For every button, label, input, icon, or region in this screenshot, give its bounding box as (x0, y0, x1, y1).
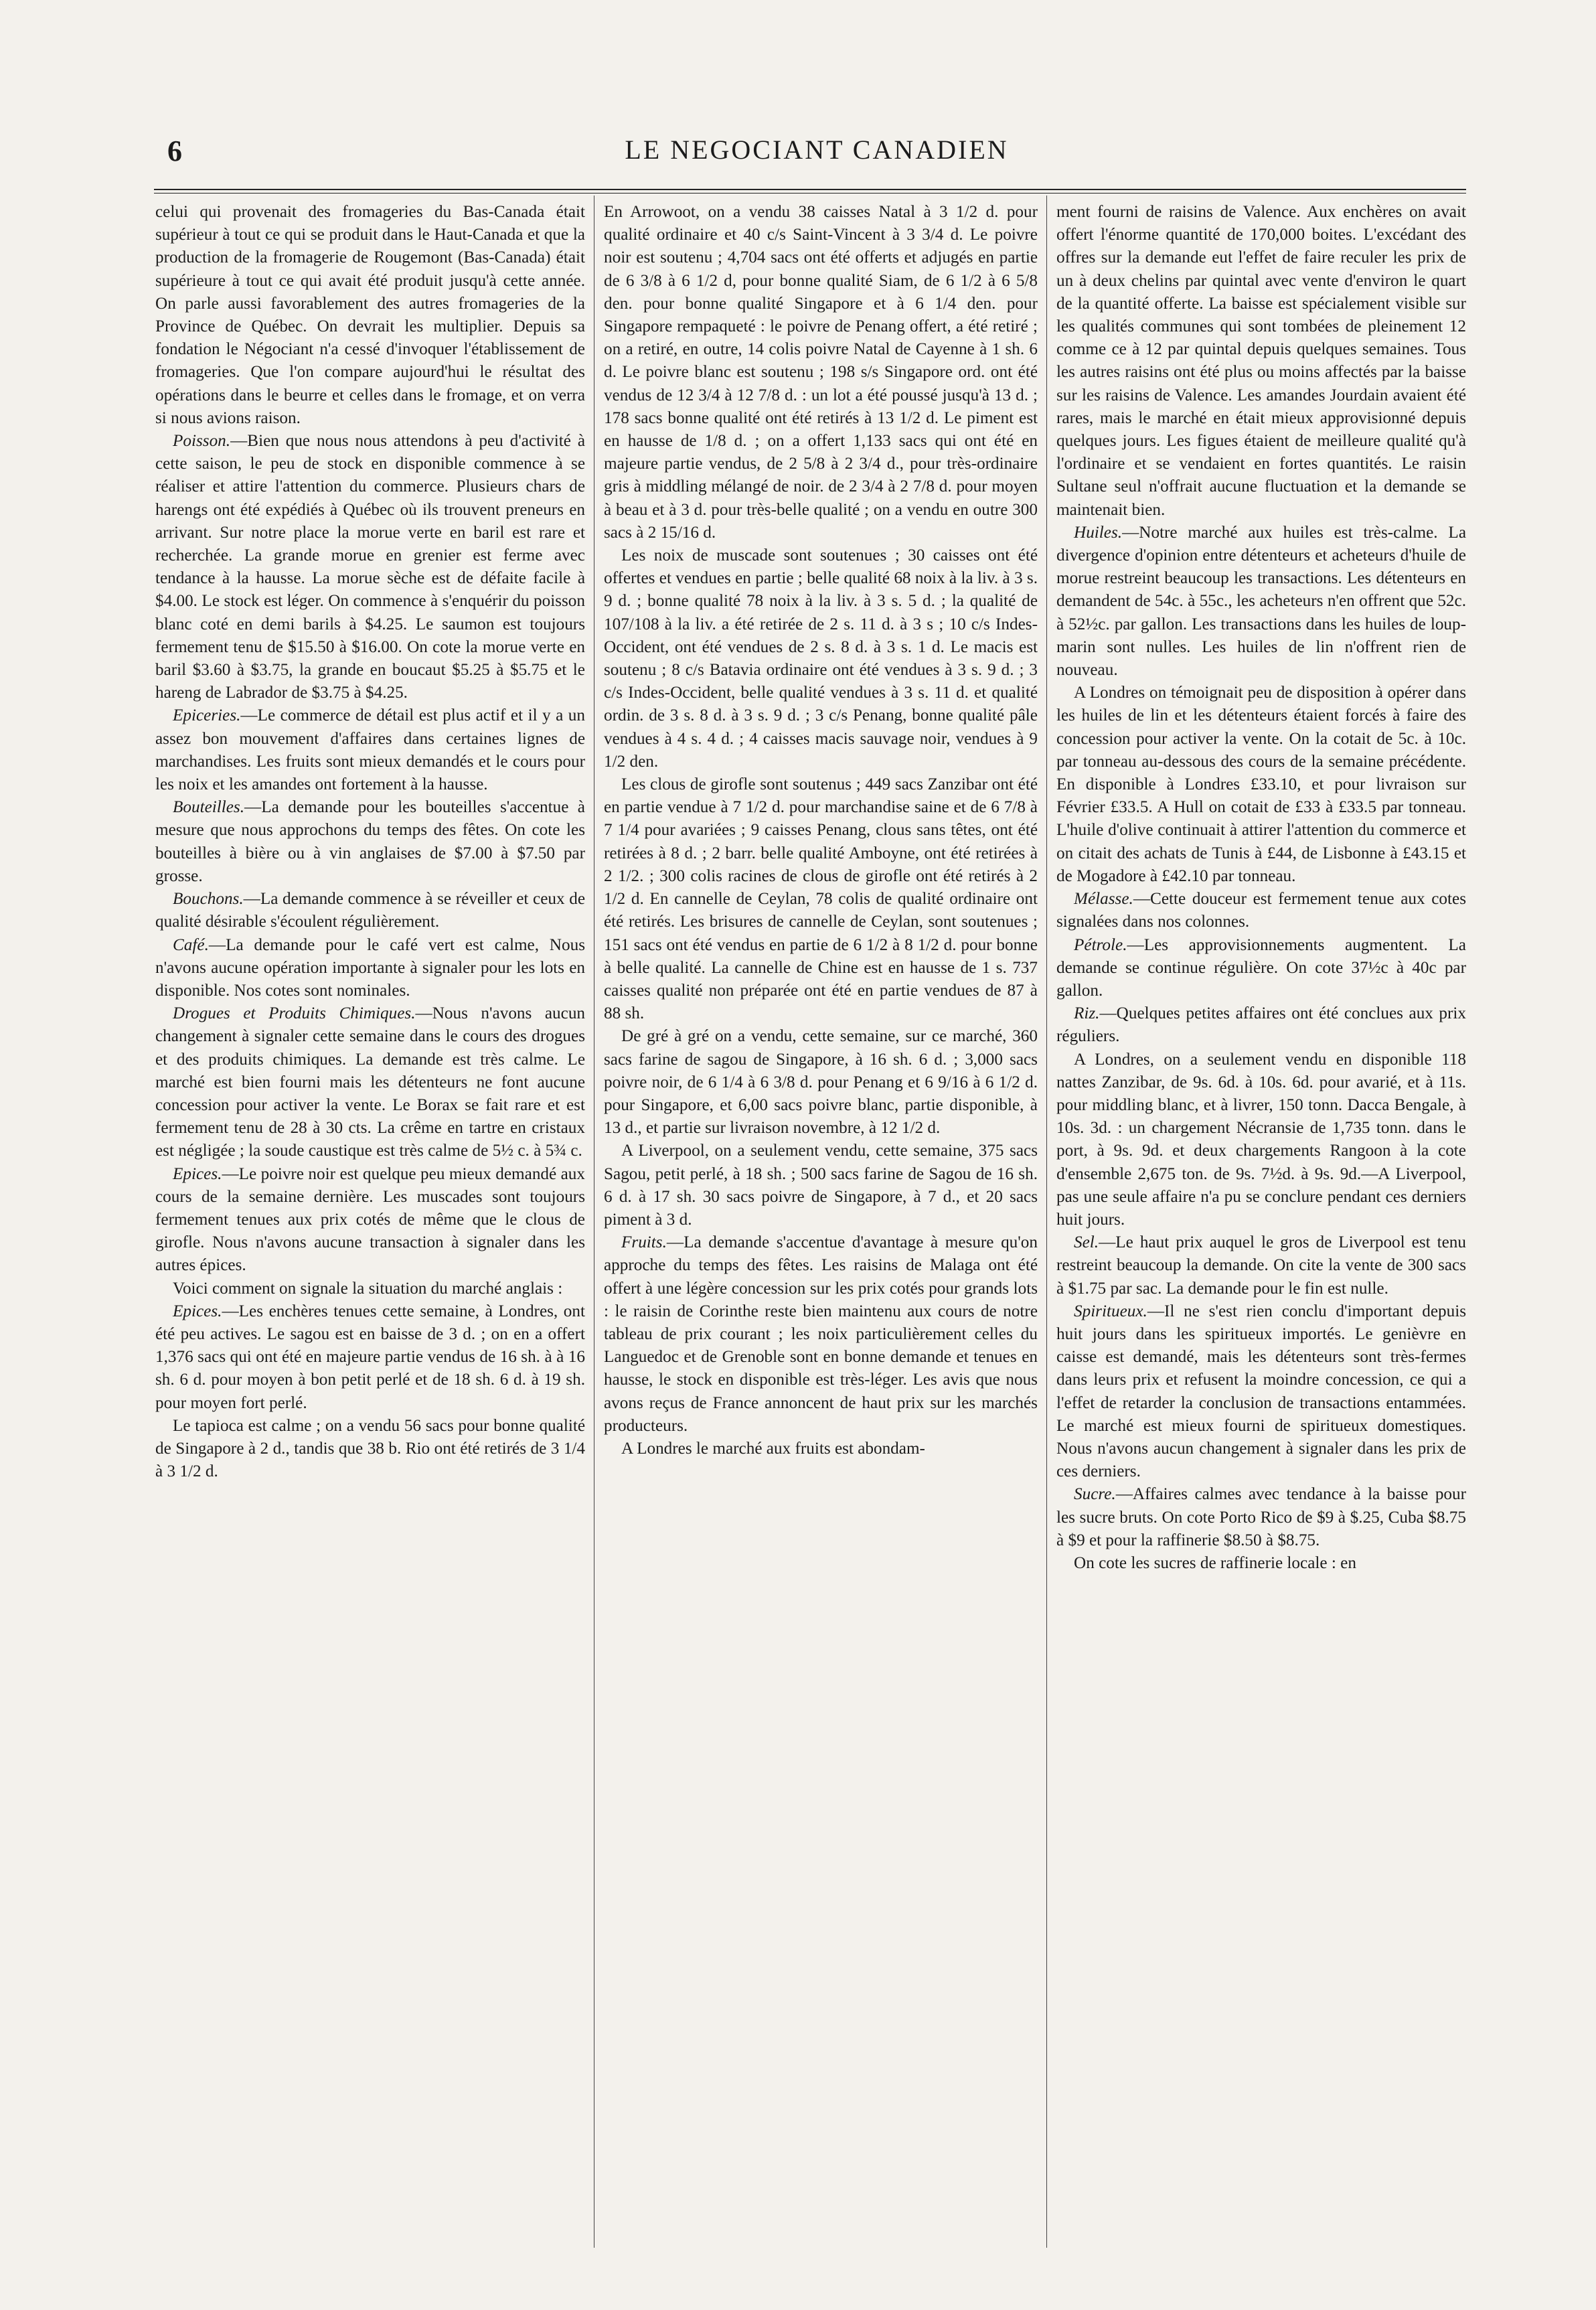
paragraph-text: —Le poivre noir est quelque peu mieux demandé aux cours de la semaine dernière. Les muscades sont toujours fermement tenues aux prix cotés de même que le clous de girofle. Nous n'avons aucune transaction à signaler dans les autres épices. (155, 1164, 585, 1275)
section-heading: Sucre. (1074, 1485, 1116, 1504)
section-heading: Epices. (173, 1302, 222, 1320)
article-paragraph (1056, 1483, 1466, 1552)
article-paragraph (1056, 1002, 1466, 1048)
section-heading: Fruits. (621, 1233, 667, 1252)
article-paragraph (155, 1278, 585, 1300)
page-number: 6 (167, 135, 182, 167)
text-column-3 (1056, 201, 1466, 2250)
paragraph-text: En Arrowoot, on a vendu 38 caisses Natal à 3 1/2 d. pour qualité ordinaire et 40 c/s Saint-Vincent à 3 3/4 d. Le poivre noir est soutenu ; 4,704 sacs ont été offerts et adjugés en partie de 6 3/8 à 6 1/2 d, pour bonne qualité Siam, de 6 1/2 à 6 5/8 den. pour bonne qualité Singapore et à 6 1/4 den. pour Singapore rempaqueté : le poivre de Penang offert, a été retiré ; on a retiré, en outre, 14 colis poivre Natal de Cayenne à 1 sh. 6 d. Le poivre blanc est soutenu ; 198 s/s Singapore ord. ont été vendus de 12 3/4 à 12 7/8 d. : un lot a été poussé jusqu'à 13 d. ; 178 sacs bonne qualité ont été retirés à 13 1/2 d. Le piment est en hausse de 1/8 d. ; on a offert 1,133 sacs qui ont été en majeure partie vendus, de 2 5/8 à 2 3/4 d., pour très-ordinaire gris à middling mélangé de noir. de 2 3/4 à 2 7/8 d. pour moyen à beau et à 3 d. pour très-belle qualité ; on a vendu en outre 300 sacs à 2 15/16 d. (604, 203, 1038, 542)
article-paragraph (1056, 201, 1466, 522)
paragraph-text: Voici comment on signale la situation du marché anglais : (173, 1279, 563, 1298)
paragraph-text: celui qui provenait des fromageries du Bas-Canada était supérieur à tout ce qui se produit dans le Haut-Canada et que la production de la fromagerie de Rougemont (Bas-Canada) était supérieure à tout ce qui avait été produit jusqu'à cette année. On parle aussi favorablement des autres fromageries de la Province de Québec. On devrait les multiplier. Depuis sa fondation le Négociant n'a cessé d'invoquer l'établissement de fromageries. Que l'on compare aujourd'hui le résultat des opérations dans le beurre et celles dans le fromage, et on verra si nous avions raison. (155, 203, 585, 427)
article-paragraph (155, 201, 585, 430)
article-paragraph (155, 1163, 585, 1278)
section-heading: Café. (173, 935, 209, 954)
article-paragraph (155, 888, 585, 933)
page-header (167, 134, 1466, 174)
article-paragraph (1056, 1231, 1466, 1300)
text-column-1 (155, 201, 585, 2250)
article-paragraph (604, 201, 1038, 544)
article-paragraph (604, 1140, 1038, 1231)
paragraph-text: —Bien que nous nous attendons à peu d'activité à cette saison, le peu de stock en disponible commence à se réaliser et attire l'attention du commerce. Plusieurs chars de harengs ont été expédiés à Québec où ils trouvent preneurs en arrivant. Sur notre place la morue verte en baril est rare et recherchée. La grande morue en grenier est ferme avec tendance à la hausse. La morue sèche est de défaite facile à $4.00. Le stock est léger. On commence à s'enquérir du poisson blanc coté en demi barils à $4.25. Le saumon est toujours fermement tenu de $15.50 à $16.00. On cote la morue verte en baril $3.60 à $3.75, la grande en boucaut $5.25 à $5.75 et le hareng de Labrador de $3.75 à $4.25. (155, 432, 585, 702)
article-paragraph (155, 704, 585, 796)
article-paragraph (604, 1231, 1038, 1438)
article-paragraph (155, 1002, 585, 1162)
paragraph-text: —Notre marché aux huiles est très-calme. La divergence d'opinion entre détenteurs et acheteurs d'huile de morue restreint beaucoup les transactions. Les détenteurs en demandent de 54c. à 55c., les acheteurs n'en offrent que 52c. à 52½c. par gallon. Les transactions dans les huiles de loup-marin sont nulles. Les huiles de lin n'offrent rien de nouveau. (1056, 523, 1466, 680)
article-paragraph (1056, 682, 1466, 888)
paragraph-text: Les noix de muscade sont soutenues ; 30 caisses ont été offertes et vendues en partie ; belle qualité 68 noix à la liv. à 3 s. 9 d. ; bonne qualité 78 noix à la liv. à 3 s. 5 d. ; la qualité de 107/108 à la liv. a été retirée de 2 s. 11 d. à 3 s ; 10 c/s Indes-Occident, ont été vendues de 2 s. 8 d. à 3 s. 1 d. Le macis est soutenu ; 8 c/s Batavia ordinaire ont été vendues à 3 s. 9 d. ; 3 c/s Indes-Occident, belle qualité vendues à 3 s. 11 d. et qualité ordin. de 3 s. 8 d. à 3 s. 9 d. ; 3 c/s Penang, bonne qualité pâle vendues à 4 s. 4 d. ; 4 caisses macis sauvage noir, vendues à 9 1/2 den. (604, 546, 1038, 771)
paragraph-text: —La demande s'accentue d'avantage à mesure qu'on approche du temps des fêtes. Les raisins de Malaga ont été offert à une légère concession sur les prix cotés pour grands lots : le raisin de Corinthe reste bien maintenu aux cours de notre tableau de prix courant ; les noix particulièrement celles du Languedoc et de Grenoble sont en bonne demande et tenues en hausse, le stock en disponible est très-léger. Les avis que nous avons reçus de France annoncent de haut prix sur les marchés producteurs. (604, 1233, 1038, 1435)
paragraph-text: Les clous de girofle sont soutenus ; 449 sacs Zanzibar ont été en partie vendue à 7 1/2 d. pour marchandise saine et de 6 7/8 à 7 1/4 pour avariées ; 9 caisses Penang, clous sans têtes, ont été retirées à 8 d. ; 2 barr. belle qualité Amboyne, ont été retirées à 2 1/2. ; 300 colis racines de clous de girofle ont été retirés à 2 1/2 d. En cannelle de Ceylan, 78 colis de qualité ordinaire ont été retirés. Les brisures de cannelle de Ceylan, sont soutenues ; 151 sacs ont été vendus en partie de 6 1/2 à 8 1/2 d. pour bonne à belle qualité. La cannelle de Chine est en hausse de 1 s. 737 caisses qualité non préparée ont été en partie vendues de 87 à 88 sh. (604, 775, 1038, 1023)
paragraph-text: A Londres le marché aux fruits est abondam- (621, 1439, 925, 1458)
article-paragraph (155, 430, 585, 704)
article-paragraph (1056, 1049, 1466, 1232)
paragraph-text: De gré à gré on a vendu, cette semaine, sur ce marché, 360 sacs farine de sagou de Singapore, à 16 sh. 6 d. ; 3,000 sacs poivre noir, de 6 1/4 à 6 3/8 d. pour Penang et 6 9/16 à 6 1/2 d. pour Singapore, et 6,00 sacs poivre blanc, partie disponible, à 13 d., et partie sur livraison novembre, à 12 1/2 d. (604, 1027, 1038, 1138)
article-paragraph (155, 1415, 585, 1484)
paragraph-text: —La demande commence à se réveiller et ceux de qualité désirable s'écoulent régulièrement. (155, 890, 585, 931)
text-column-2 (604, 201, 1038, 2250)
section-heading: Bouteilles. (173, 798, 245, 817)
section-heading: Bouchons. (173, 890, 244, 909)
paragraph-text: —La demande pour les bouteilles s'accentue à mesure que nous approchons du temps des fêtes. On cote les bouteilles à bière ou à vin anglaises de $7.00 à $7.50 par grosse. (155, 798, 585, 885)
paragraph-text: —Il ne s'est rien conclu d'important depuis huit jours dans les spiritueux importés. Le genièvre en caisse est demandé, mais les détenteurs sont très-fermes dans leurs prix et refusent la moindre concession, ce qui a l'effet de retarder la conclusion de transactions entammées. Le marché est mieux fourni de spiritueux domestiques. Nous n'avons aucun changement à signaler dans les prix de ces derniers. (1056, 1302, 1466, 1481)
column-divider (1046, 196, 1047, 2248)
section-heading: Sel. (1074, 1233, 1099, 1252)
section-heading: Pétrole. (1074, 935, 1127, 954)
section-heading: Drogues et Produits Chimiques. (173, 1004, 416, 1023)
paragraph-text: —Quelques petites affaires ont été conclues aux prix réguliers. (1056, 1004, 1466, 1046)
article-paragraph (604, 544, 1038, 773)
section-heading: Poisson. (173, 432, 231, 451)
paragraph-text: —Cette douceur est fermement tenue aux cotes signalées dans nos colonnes. (1056, 890, 1466, 931)
article-paragraph (1056, 522, 1466, 682)
section-heading: Spiritueux. (1074, 1302, 1147, 1320)
paragraph-text: A Londres on témoignait peu de disposition à opérer dans les huiles de lin et les détenteurs étaient forcés à faire des concession pour activer la vente. On la cotait de 5c. à 10c. par tonneau au-dessous des cours de la semaine précédente. En disponible à Londres £33.10, et pour livraison sur Février £33.5. A Hull on cotait de £33 à £33.5 par tonneau. L'huile d'olive continuait à attirer l'attention du commerce et on citait des achats de Tunis à £44, de Lisbonne à £43.15 et de Mogadore à £42.10 par tonneau. (1056, 684, 1466, 885)
section-heading: Mélasse. (1074, 890, 1133, 909)
paragraph-text: A Liverpool, on a seulement vendu, cette semaine, 375 sacs Sagou, petit perlé, à 18 sh. ; 500 sacs farine de Sagou de 16 sh. 6 d. à 17 sh. 30 sacs poivre de Singapore, à 7 d., et 20 sacs piment à 3 d. (604, 1142, 1038, 1229)
section-heading: Riz. (1074, 1004, 1100, 1023)
header-rule (154, 189, 1466, 190)
paragraph-text: —Nous n'avons aucun changement à signaler cette semaine dans le cours des drogues et des produits chimiques. La demande est très calme. Le marché est bien fourni mais les détenteurs ne font aucune concession pour activer la vente. Le Borax se fait rare et est fermement tenu de 28 à 30 cts. La crême en tartre en cristaux est négligée ; la soude caustique est très calme de 5½ c. à 5¾ c. (155, 1004, 585, 1160)
article-paragraph (1056, 1552, 1466, 1575)
article-paragraph (1056, 888, 1466, 933)
paragraph-text: —Affaires calmes avec tendance à la baisse pour les sucre bruts. On cote Porto Rico de $9 à $.25, Cuba $8.75 à $9 et pour la raffinerie $8.50 à $8.75. (1056, 1485, 1466, 1549)
article-paragraph (1056, 934, 1466, 1003)
paragraph-text: On cote les sucres de raffinerie locale : en (1074, 1553, 1356, 1572)
paragraph-text: —Le commerce de détail est plus actif et il y a un assez bon mouvement d'affaires dans certaines lignes de marchandises. Les fruits sont mieux demandés et le cours pour les noix et les amandes ont fortement à la hausse. (155, 706, 585, 794)
paragraph-text: A Londres, on a seulement vendu en disponible 118 nattes Zanzibar, de 9s. 6d. à 10s. 6d. pour avarié, et à 11s. pour middling blanc, et à livrer, 150 tonn. Dacca Bengale, à 10s. 3d. : un chargement Nécransie de 1,735 tonn. dans le port, à 9s. 9d. et deux chargements Rangoon à la cote d'ensemble 2,675 ton. de 9s. 7½d. à 9s. 9d.—A Liverpool, pas une seule affaire n'a pu se conclure pendant ces derniers huit jours. (1056, 1050, 1466, 1229)
article-paragraph (604, 773, 1038, 1025)
article-paragraph (604, 1025, 1038, 1140)
paragraph-text: —Les approvisionnements augmentent. La demande se continue régulière. On cote 37½c à 40c par gallon. (1056, 935, 1466, 1000)
article-paragraph (155, 796, 585, 888)
article-paragraph (155, 934, 585, 1003)
article-paragraph (1056, 1300, 1466, 1484)
section-heading: Epiceries. (173, 706, 241, 725)
article-paragraph (604, 1438, 1038, 1460)
paragraph-text: —Les enchères tenues cette semaine, à Londres, ont été peu actives. Le sagou est en baisse de 3 d. ; on en a offert 1,376 sacs qui ont été en majeure partie vendus de 16 sh. à à 16 sh. 6 d. pour moyen à bon petit perlé et de 18 sh. 6 d. à 19 sh. pour moyen fort perlé. (155, 1302, 585, 1412)
article-paragraph (155, 1300, 585, 1415)
paragraph-text: —La demande pour le café vert est calme, Nous n'avons aucune opération importante à signaler pour les lots en disponible. Nos cotes sont nominales. (155, 935, 585, 1000)
section-heading: Huiles. (1074, 523, 1123, 542)
section-heading: Epices. (173, 1164, 222, 1183)
paragraph-text: Le tapioca est calme ; on a vendu 56 sacs pour bonne qualité de Singapore à 2 d., tandis que 38 b. Rio ont été retirés de 3 1/4 à 3 1/2 d. (155, 1416, 585, 1481)
masthead-title: LE NEGOCIANT CANADIEN (625, 135, 1009, 165)
paragraph-text: —Le haut prix auquel le gros de Liverpool est tenu restreint beaucoup la demande. On cite la vente de 300 sacs à $1.75 par sac. La demande pour le fin est nulle. (1056, 1233, 1466, 1298)
paragraph-text: ment fourni de raisins de Valence. Aux enchères on avait offert l'énorme quantité de 170,000 boites. L'excédant des offres sur la demande eut l'effet de faire reculer les prix de un à deux chelins par quintal avec vente d'environ le quart de la quantité offerte. La baisse est spécialement visible sur les qualités communes qui sont tombées de pleinement 12 comme ce à 12 par quintal depuis quelques semaines. Tous les autres raisins ont été plus ou moins affectés par la baisse sur les raisins de Valence. Les amandes Jourdain avaient été rares, mais le marché en était mieux approvisionné depuis quelques jours. Les figues étaient de meilleure qualité qu'à l'ordinaire et se vendaient en fortes quantités. Le raisin Sultane seul n'offrait aucune fluctuation et la demande se maintenait bien. (1056, 203, 1466, 519)
header-rule-thin (154, 193, 1466, 194)
